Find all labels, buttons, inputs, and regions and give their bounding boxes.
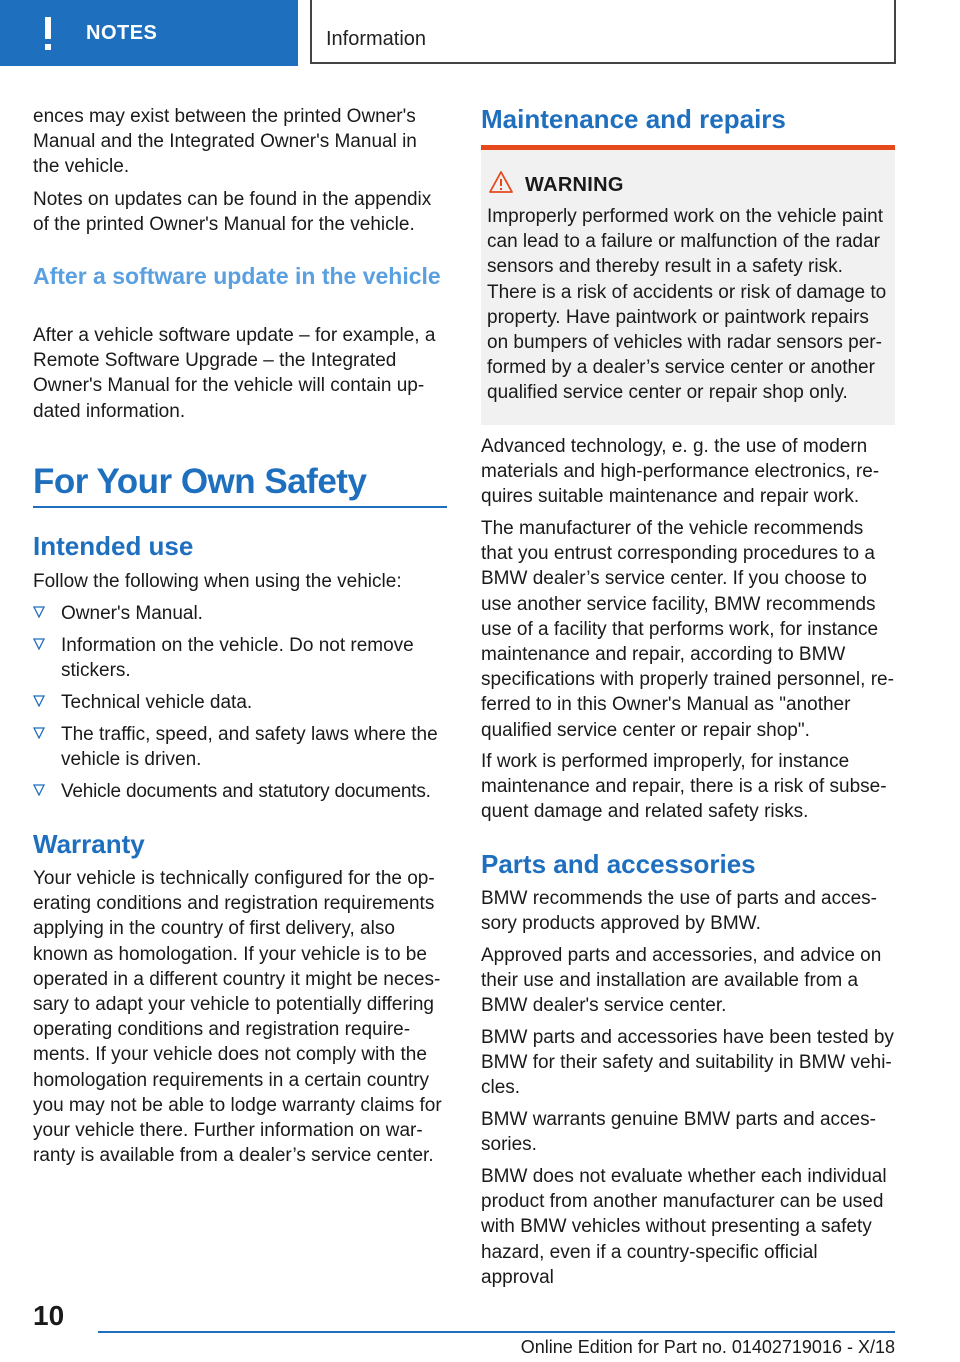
- warning-box: [481, 150, 895, 425]
- edition-note: Online Edition for Part no. 01402719016 - X/18: [520, 1337, 895, 1357]
- warning-title: WARNING: [525, 174, 624, 196]
- maintenance-paragraph-1: Advanced technology, e. g. the use of modern materials and high-performance electronics, re-quires suitable maintenance and repair work.: [481, 436, 880, 508]
- chapter-header: [310, 0, 896, 64]
- intro-paragraph-2: Notes on updates can be found in the appendix of the printed Owner's Manual for the vehicle.: [33, 189, 432, 236]
- notes-tab: [0, 0, 298, 66]
- notes-tab-label: NOTES: [86, 22, 158, 44]
- maintenance-heading: Maintenance and repairs: [481, 104, 786, 134]
- parts-paragraph-3: BMW parts and accessories have been tested by BMW for their safety and suitability in BMW vehi-cles.: [481, 1027, 894, 1099]
- parts-paragraph-5: BMW does not evaluate whether each individual product from another manufacturer can be used with BMW vehicles without presenting a safety hazard, even if a country-specific official approval: [481, 1166, 887, 1288]
- safety-title-rule: [33, 506, 447, 508]
- list-item: Vehicle documents and statutory documents.: [33, 779, 447, 804]
- warranty-heading: Warranty: [33, 829, 145, 859]
- warning-paragraph-2: There is a risk of accidents or risk of damage to property. Have paintwork or paintwork repairs on bumpers of vehicles with radar sensors per-formed by a dealer’s service center or another qualified service center or repair shop only.: [487, 281, 887, 404]
- triangle-bullet-icon: [33, 727, 45, 739]
- parts-paragraph-4: BMW warrants genuine BMW parts and acces-sories.: [481, 1109, 876, 1156]
- software-update-heading: After a software update in the vehicle: [33, 263, 441, 289]
- parts-paragraph-1: BMW recommends the use of parts and acces-sory products approved by BMW.: [481, 888, 877, 935]
- warranty-text: Your vehicle is technically configured for the op-erating conditions and registration requirements applying in the country of first delivery, also known as homologation. If your vehicle is to be operated in a different country it might be neces-sary to adapt your vehicle to potentially differing operating conditions and registration require-ments. If your vehicle does not comply with the homologation requirements in a certain country you may not be able to lodge warranty claims for your vehicle there. Further information on war-ranty is available from a dealer’s service center.: [33, 868, 442, 1167]
- parts-paragraph-2: Approved parts and accessories, and advice on their use and installation are available from a BMW dealer's service center.: [481, 945, 882, 1017]
- list-item: Owner's Manual.: [33, 601, 447, 626]
- triangle-bullet-icon: [33, 606, 45, 618]
- triangle-bullet-icon: [33, 695, 45, 707]
- intended-use-heading: Intended use: [33, 531, 194, 561]
- chapter-title: Information: [326, 28, 427, 50]
- footer-rule: [98, 1331, 895, 1333]
- maintenance-paragraph-3: If work is performed improperly, for instance maintenance and repair, there is a risk of subse-quent damage and related safety risks.: [481, 751, 887, 823]
- safety-title: For Your Own Safety: [33, 462, 367, 501]
- exclamation-icon: [40, 11, 56, 55]
- list-item: Technical vehicle data.: [33, 690, 447, 715]
- warning-triangle-icon: [488, 170, 514, 194]
- parts-heading: Parts and accessories: [481, 849, 756, 879]
- intended-use-intro: Follow the following when using the vehicle:: [33, 571, 402, 592]
- list-item: The traffic, speed, and safety laws where the vehicle is driven.: [33, 722, 447, 772]
- maintenance-paragraph-2: The manufacturer of the vehicle recommends that you entrust corresponding procedures to a BMW dealer’s service center. If you choose to use another service facility, BMW recommends use of a facility that performs work, for instance maintenance and repair, according to BMW specifications with properly trained personnel, re-ferred to in this Owner's Manual as "another qualified service center or repair shop".: [481, 518, 894, 741]
- list-item: Information on the vehicle. Do not remove stickers.: [33, 633, 447, 683]
- intro-paragraph-1: ences may exist between the printed Owner's Manual and the Integrated Owner's Manual in the vehicle.: [33, 106, 417, 178]
- software-update-text: After a vehicle software update – for example, a Remote Software Upgrade – the Integrated Owner's Manual for the vehicle will contain up-dated information.: [33, 325, 436, 422]
- triangle-bullet-icon: [33, 638, 45, 650]
- warning-paragraph-1: Improperly performed work on the vehicle paint can lead to a failure or malfunction of the radar sensors and thereby result in a safety risk.: [487, 206, 884, 278]
- triangle-bullet-icon: [33, 784, 45, 796]
- warning-text: [487, 204, 887, 406]
- page-number: 10: [33, 1300, 65, 1331]
